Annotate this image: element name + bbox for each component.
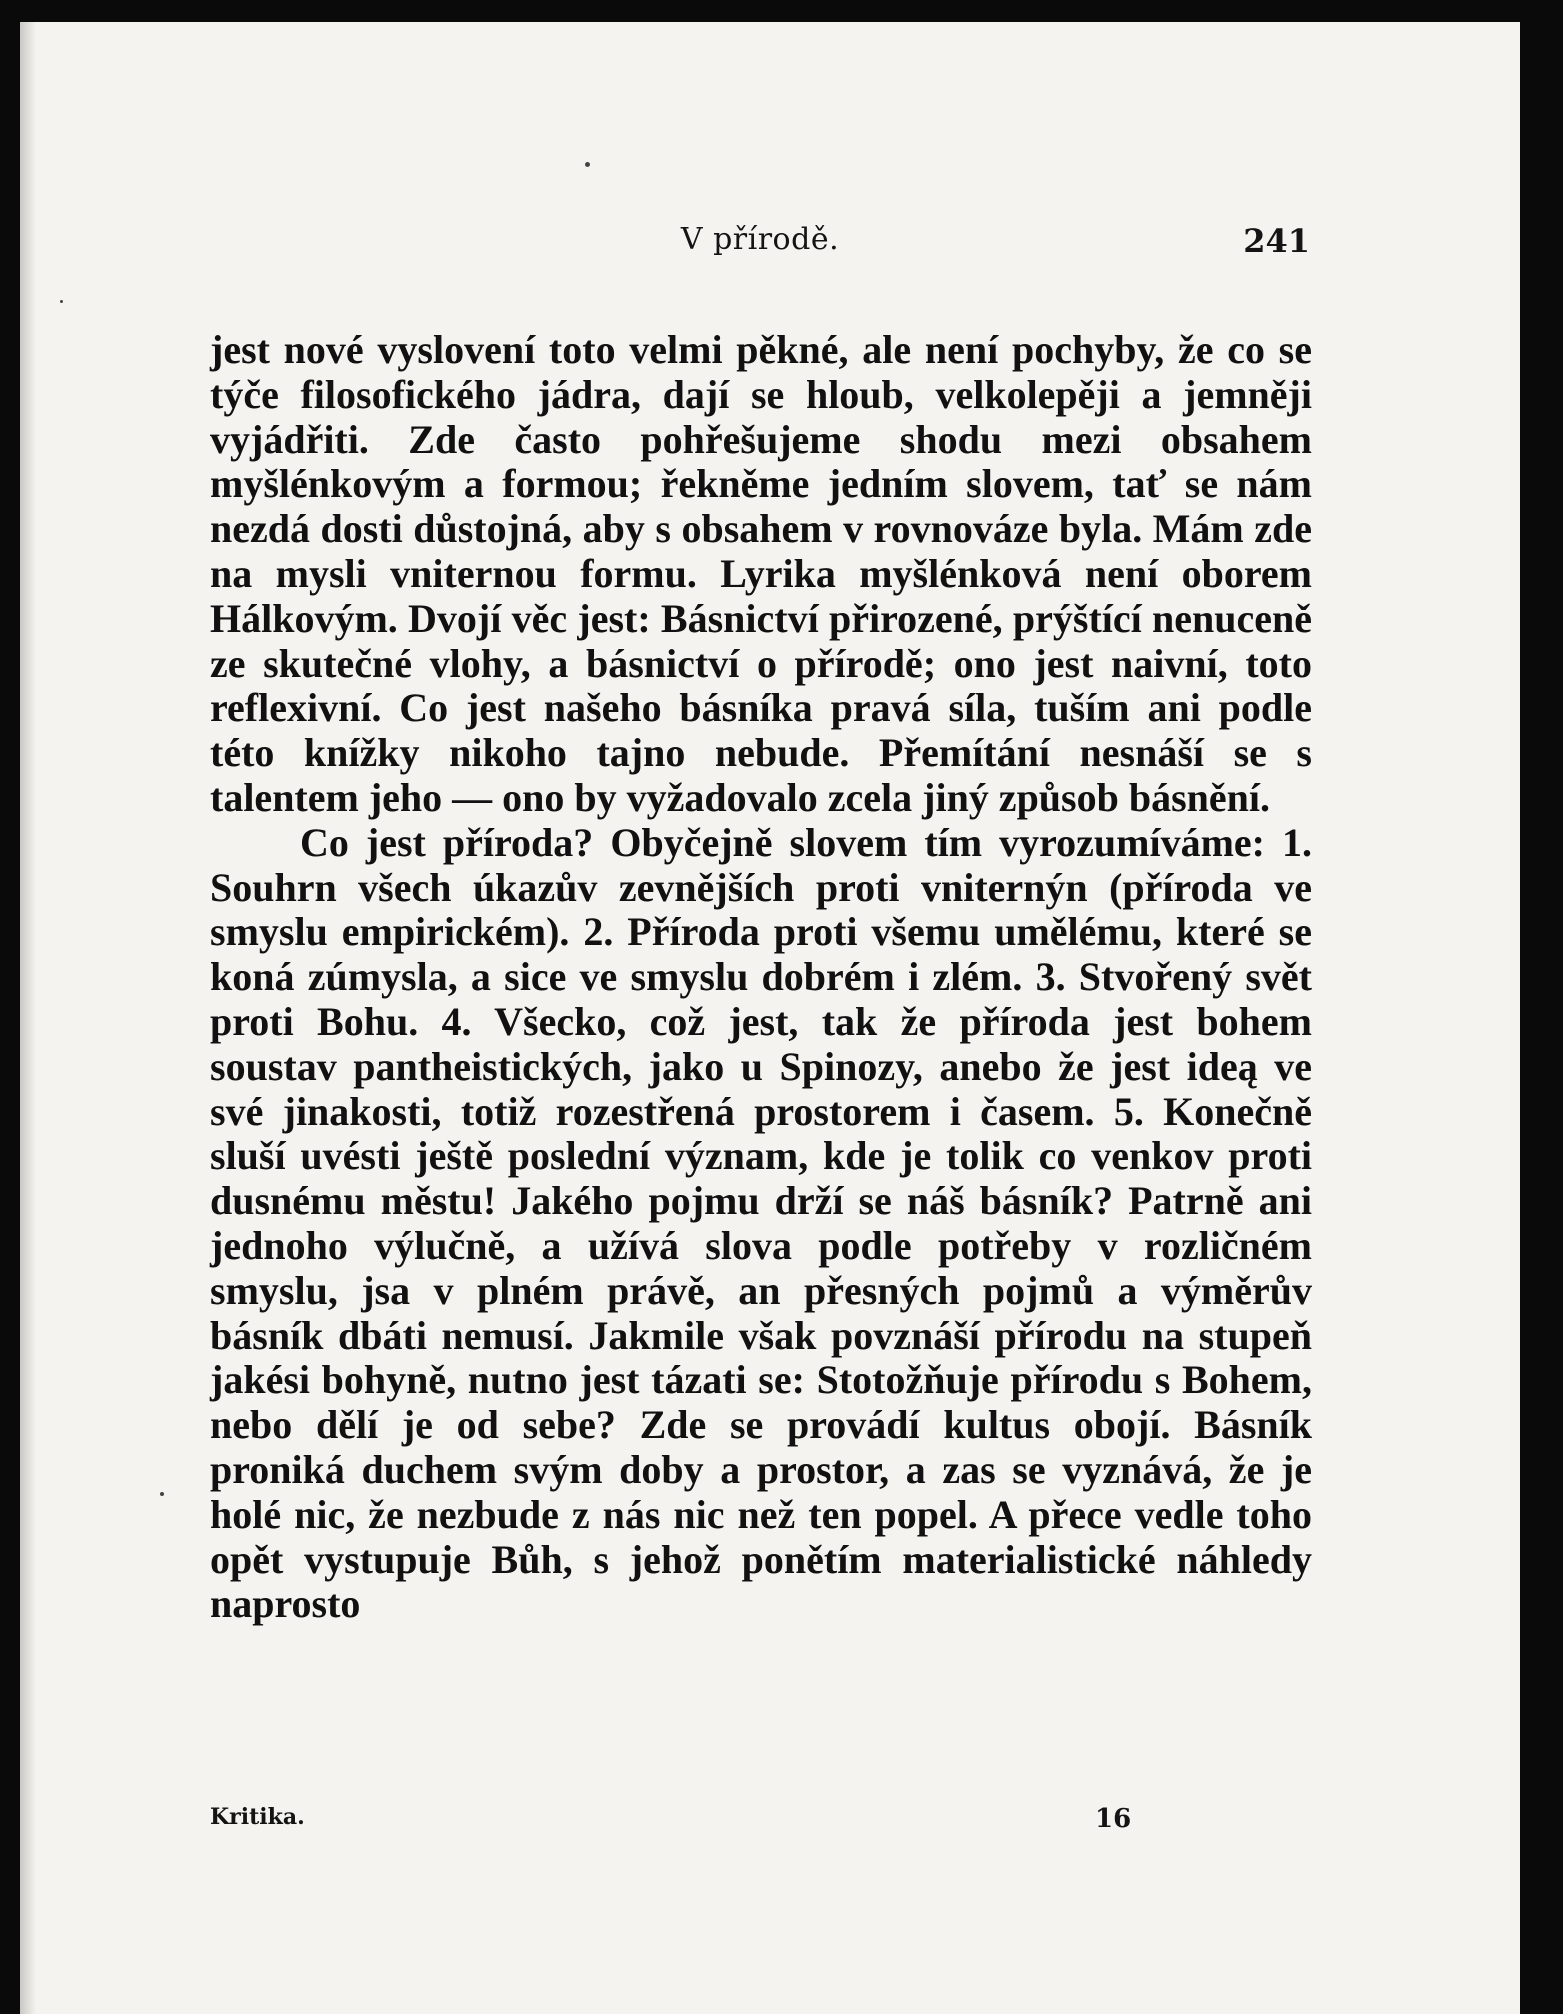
page-gutter-shadow [20,22,36,2014]
book-page [20,22,1520,2014]
signature-mark: Kritika. [210,1804,305,1830]
page-header [210,222,1310,272]
running-title: V přírodě. [680,222,840,257]
dust-speck [585,162,590,167]
page-footer [210,1804,1310,1844]
dust-speck [60,300,63,303]
dust-speck [160,1492,164,1496]
paragraph-1: jest nové vyslovení toto velmi pěkné, ale není pochyby, že co se týče filosofického jádra, dají se hloub, velkolepěji a jemněji vyjádřiti. Zde často pohřešujeme shodu mezi obsahem myšlénkovým a formou; řekněme jedním slovem, tať se nám nezdá dosti důstojná, aby s obsahem v rovnováze byla. Mám zde na mysli vniternou formu. Lyrika myšlénková není oborem Hálkovým. Dvojí věc jest: Básnictví přirozené, prýštící nenuceně ze skutečné vlohy, a básnictví o přírodě; ono jest naivní, toto reflexivní. Co jest našeho básníka pravá síla, tuším ani podle této knížky nikoho tajno nebude. Přemítání nesnáší se s talentem jeho — ono by vyžadovalo zcela jiný způsob básnění. [210,327,1312,820]
sheet-number: 16 [1095,1804,1132,1834]
page-number: 241 [1243,222,1310,260]
paragraph-2: Co jest příroda? Obyčejně slovem tím vyrozumíváme: 1. Souhrn všech úkazův zevnějších proti vniternýn (příroda ve smyslu empirickém). 2. Příroda proti všemu umělému, které se koná zúmysla, a sice ve smyslu dobrém i zlém. 3. Stvořený svět proti Bohu. 4. Všecko, což jest, tak že příroda jest bohem soustav pantheistických, jako u Spinozy, anebo že jest ideą ve své jinakosti, totiž rozestřená prostorem i časem. 5. Konečně sluší uvésti ještě poslední význam, kde je tolik co venkov proti dusnému městu! Jakého pojmu drží se náš básník? Patrně ani jednoho výlučně, a užívá slova podle potřeby v rozličném smyslu, jsa v plném právě, an přesných pojmů a výměrův básník dbáti nemusí. Jakmile však povznáší přírodu na stupeň jakési bohyně, nutno jest tázati se: Stotožňuje přírodu s Bohem, nebo dělí je od sebe? Zde se provádí kultus obojí. Básník proniká duchem svým doby a prostor, a zas se vyznává, že je holé nic, že nezbude z nás nic než ten popel. A přece vedle toho opět vystupuje Bůh, s jehož ponětím materialistické náhledy naprosto [210,819,1312,1627]
body-text [210,328,1312,1627]
